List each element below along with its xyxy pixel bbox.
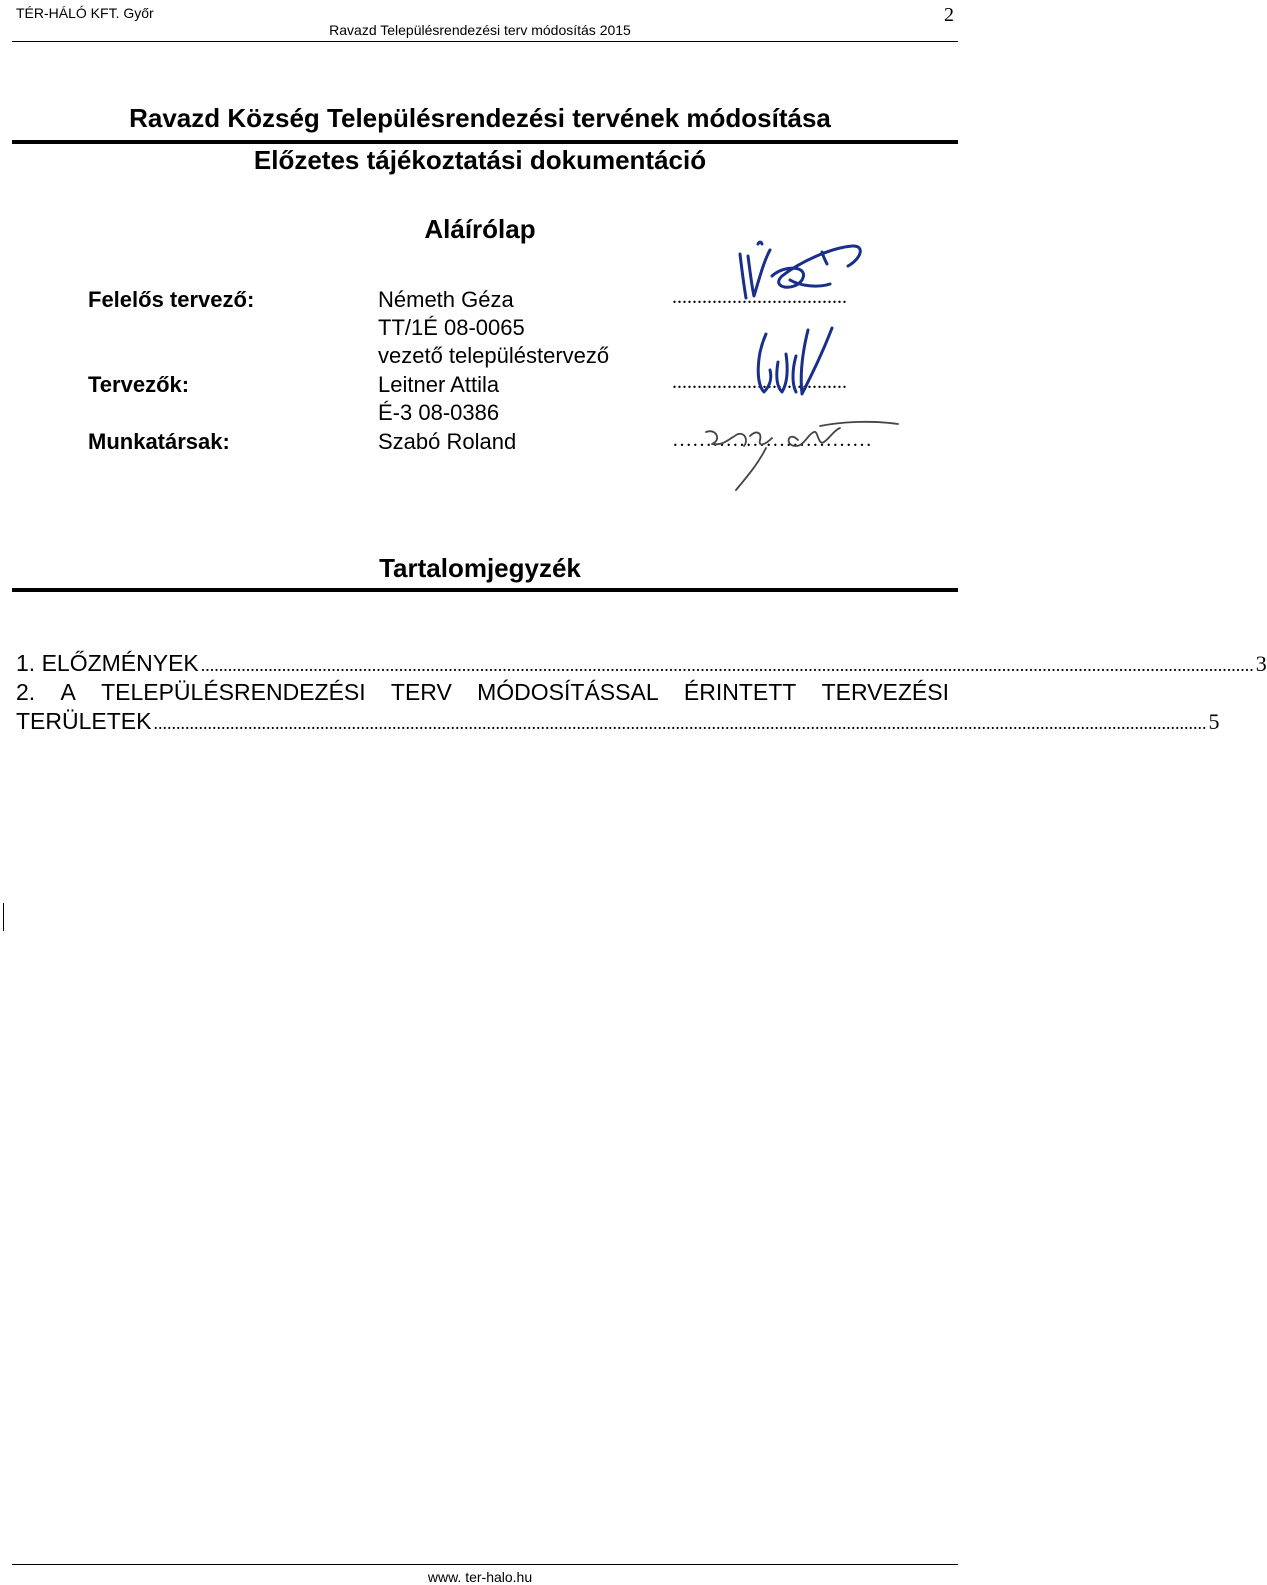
header-company: TÉR-HÁLÓ KFT. Győr <box>16 5 154 21</box>
subtitle: Előzetes tájékoztatási dokumentáció <box>253 145 707 175</box>
main-title: Ravazd Község Településrendezési tervének módosítása <box>129 103 831 133</box>
toc-leader: .......................................................................................................................................................................................................................................... <box>200 655 1254 675</box>
toc-leader: .......................................................................................................................................................................................................................................... <box>153 713 1207 733</box>
toc-item-1-text: 1. ELŐZMÉNYEK <box>16 650 199 676</box>
toc-word: MÓDOSÍTÁSSAL <box>477 679 659 705</box>
header-divider <box>12 41 958 42</box>
toc-rule <box>12 588 958 592</box>
toc-word: TERVEZÉSI <box>821 679 949 705</box>
toc-item-1-page: 3 <box>1255 651 1267 676</box>
toc-word: A <box>60 679 76 705</box>
header-doc-title: Ravazd Településrendezési terv módosítás 2015 <box>329 22 631 38</box>
signature-line-2: ................................... <box>672 371 847 393</box>
text-cursor <box>3 903 4 931</box>
toc-item-2[interactable] <box>16 679 1220 735</box>
name-nemeth-geza: Németh Géza <box>378 287 514 312</box>
footer-url[interactable]: www. ter-halo.hu <box>427 1569 533 1585</box>
signature-line-1: ................................... <box>672 286 847 308</box>
toc-item-1[interactable] <box>16 650 1267 677</box>
role-nemeth-geza: vezető településtervező <box>378 343 610 368</box>
toc-item-2-text: TERÜLETEK <box>16 708 152 734</box>
toc-heading: Tartalomjegyzék <box>379 553 581 583</box>
license-nemeth-geza: TT/1É 08-0065 <box>378 315 525 340</box>
title-rule <box>12 140 958 144</box>
toc-item-2-page: 5 <box>1208 709 1220 734</box>
signature-nemeth <box>730 236 870 306</box>
name-szabo-roland: Szabó Roland <box>378 429 517 454</box>
signature-heading: Aláírólap <box>424 214 536 244</box>
toc-word: TERV <box>390 679 452 705</box>
toc-word: ÉRINTETT <box>683 679 797 705</box>
signature-leitner <box>752 326 852 400</box>
signature-szabo <box>700 420 900 494</box>
page-number: 2 <box>944 4 954 26</box>
label-designers: Tervezők: <box>88 372 190 397</box>
toc-word: 2. <box>16 679 36 705</box>
toc-item-2-line1 <box>16 679 949 706</box>
toc-word: TELEPÜLÉSRENDEZÉSI <box>101 679 366 705</box>
footer-divider <box>12 1564 958 1565</box>
label-responsible-designer: Felelős tervező: <box>88 287 255 312</box>
name-leitner-attila: Leitner Attila <box>378 372 500 397</box>
label-associates: Munkatársak: <box>88 429 230 454</box>
license-leitner-attila: É-3 08-0386 <box>378 400 500 425</box>
signature-line-3: ………………………… <box>672 429 872 451</box>
